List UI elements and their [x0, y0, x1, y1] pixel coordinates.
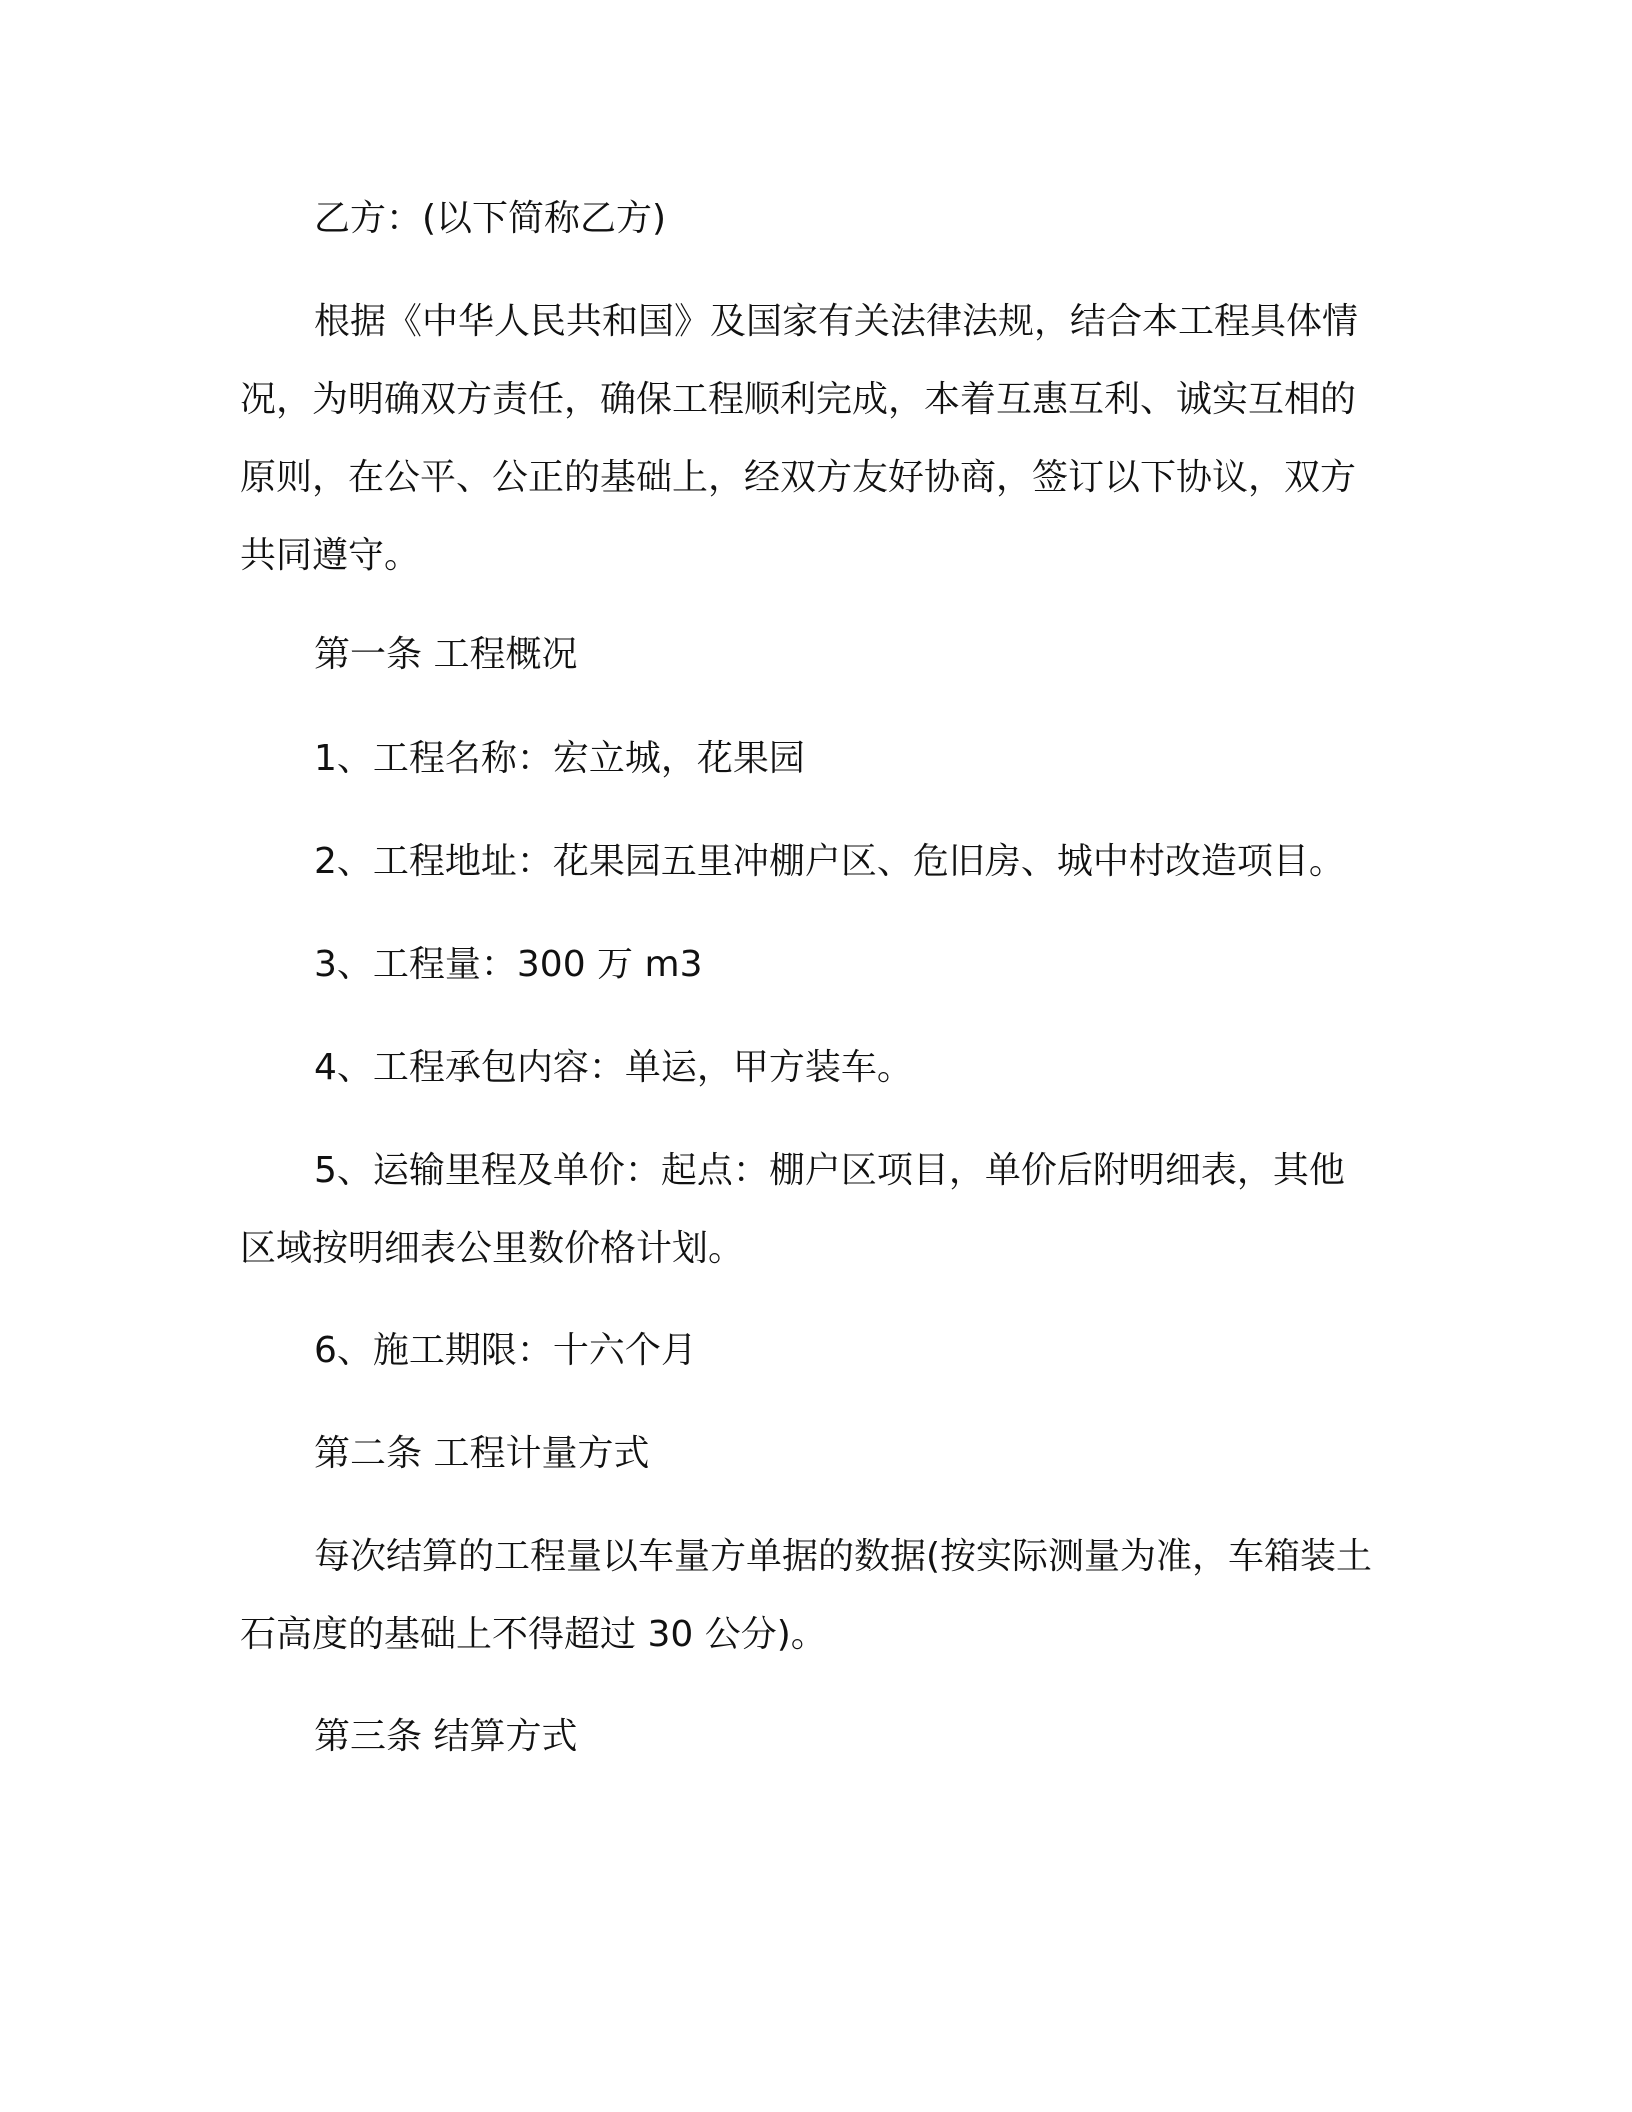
article-1-item-4: 4、工程承包内容：单运，甲方装车。: [314, 1047, 913, 1088]
party-b-line: 乙方：(以下简称乙方): [314, 198, 667, 239]
article-3-heading: 第三条 结算方式: [314, 1716, 578, 1757]
article-1-item-5: 5、运输里程及单价：起点：棚户区项目，单价后附明细表，其他区域按明细表公里数价格计划。: [240, 1150, 1345, 1269]
article-1-item-1: 1、工程名称：宏立城，花果园: [314, 738, 805, 779]
article-1-heading: 第一条 工程概况: [314, 634, 578, 675]
article-1-item-6: 6、施工期限：十六个月: [314, 1330, 697, 1371]
article-1-item-3: 3、工程量：300 万 m3: [314, 944, 703, 985]
article-2-heading: 第二条 工程计量方式: [314, 1433, 650, 1474]
article-2-body: 每次结算的工程量以车量方单据的数据(按实际测量为准，车箱装土石高度的基础上不得超过 30 公分)。: [240, 1536, 1373, 1655]
preamble-paragraph: 根据《中华人民共和国》及国家有关法律法规，结合本工程具体情况，为明确双方责任，确保工程顺利完成，本着互惠互利、诚实互相的原则，在公平、公正的基础上，经双方友好协商，签订以下协议，双方共同遵守。: [240, 301, 1359, 576]
article-1-item-2: 2、工程地址：花果园五里冲棚户区、危旧房、城中村改造项目。: [314, 841, 1345, 882]
